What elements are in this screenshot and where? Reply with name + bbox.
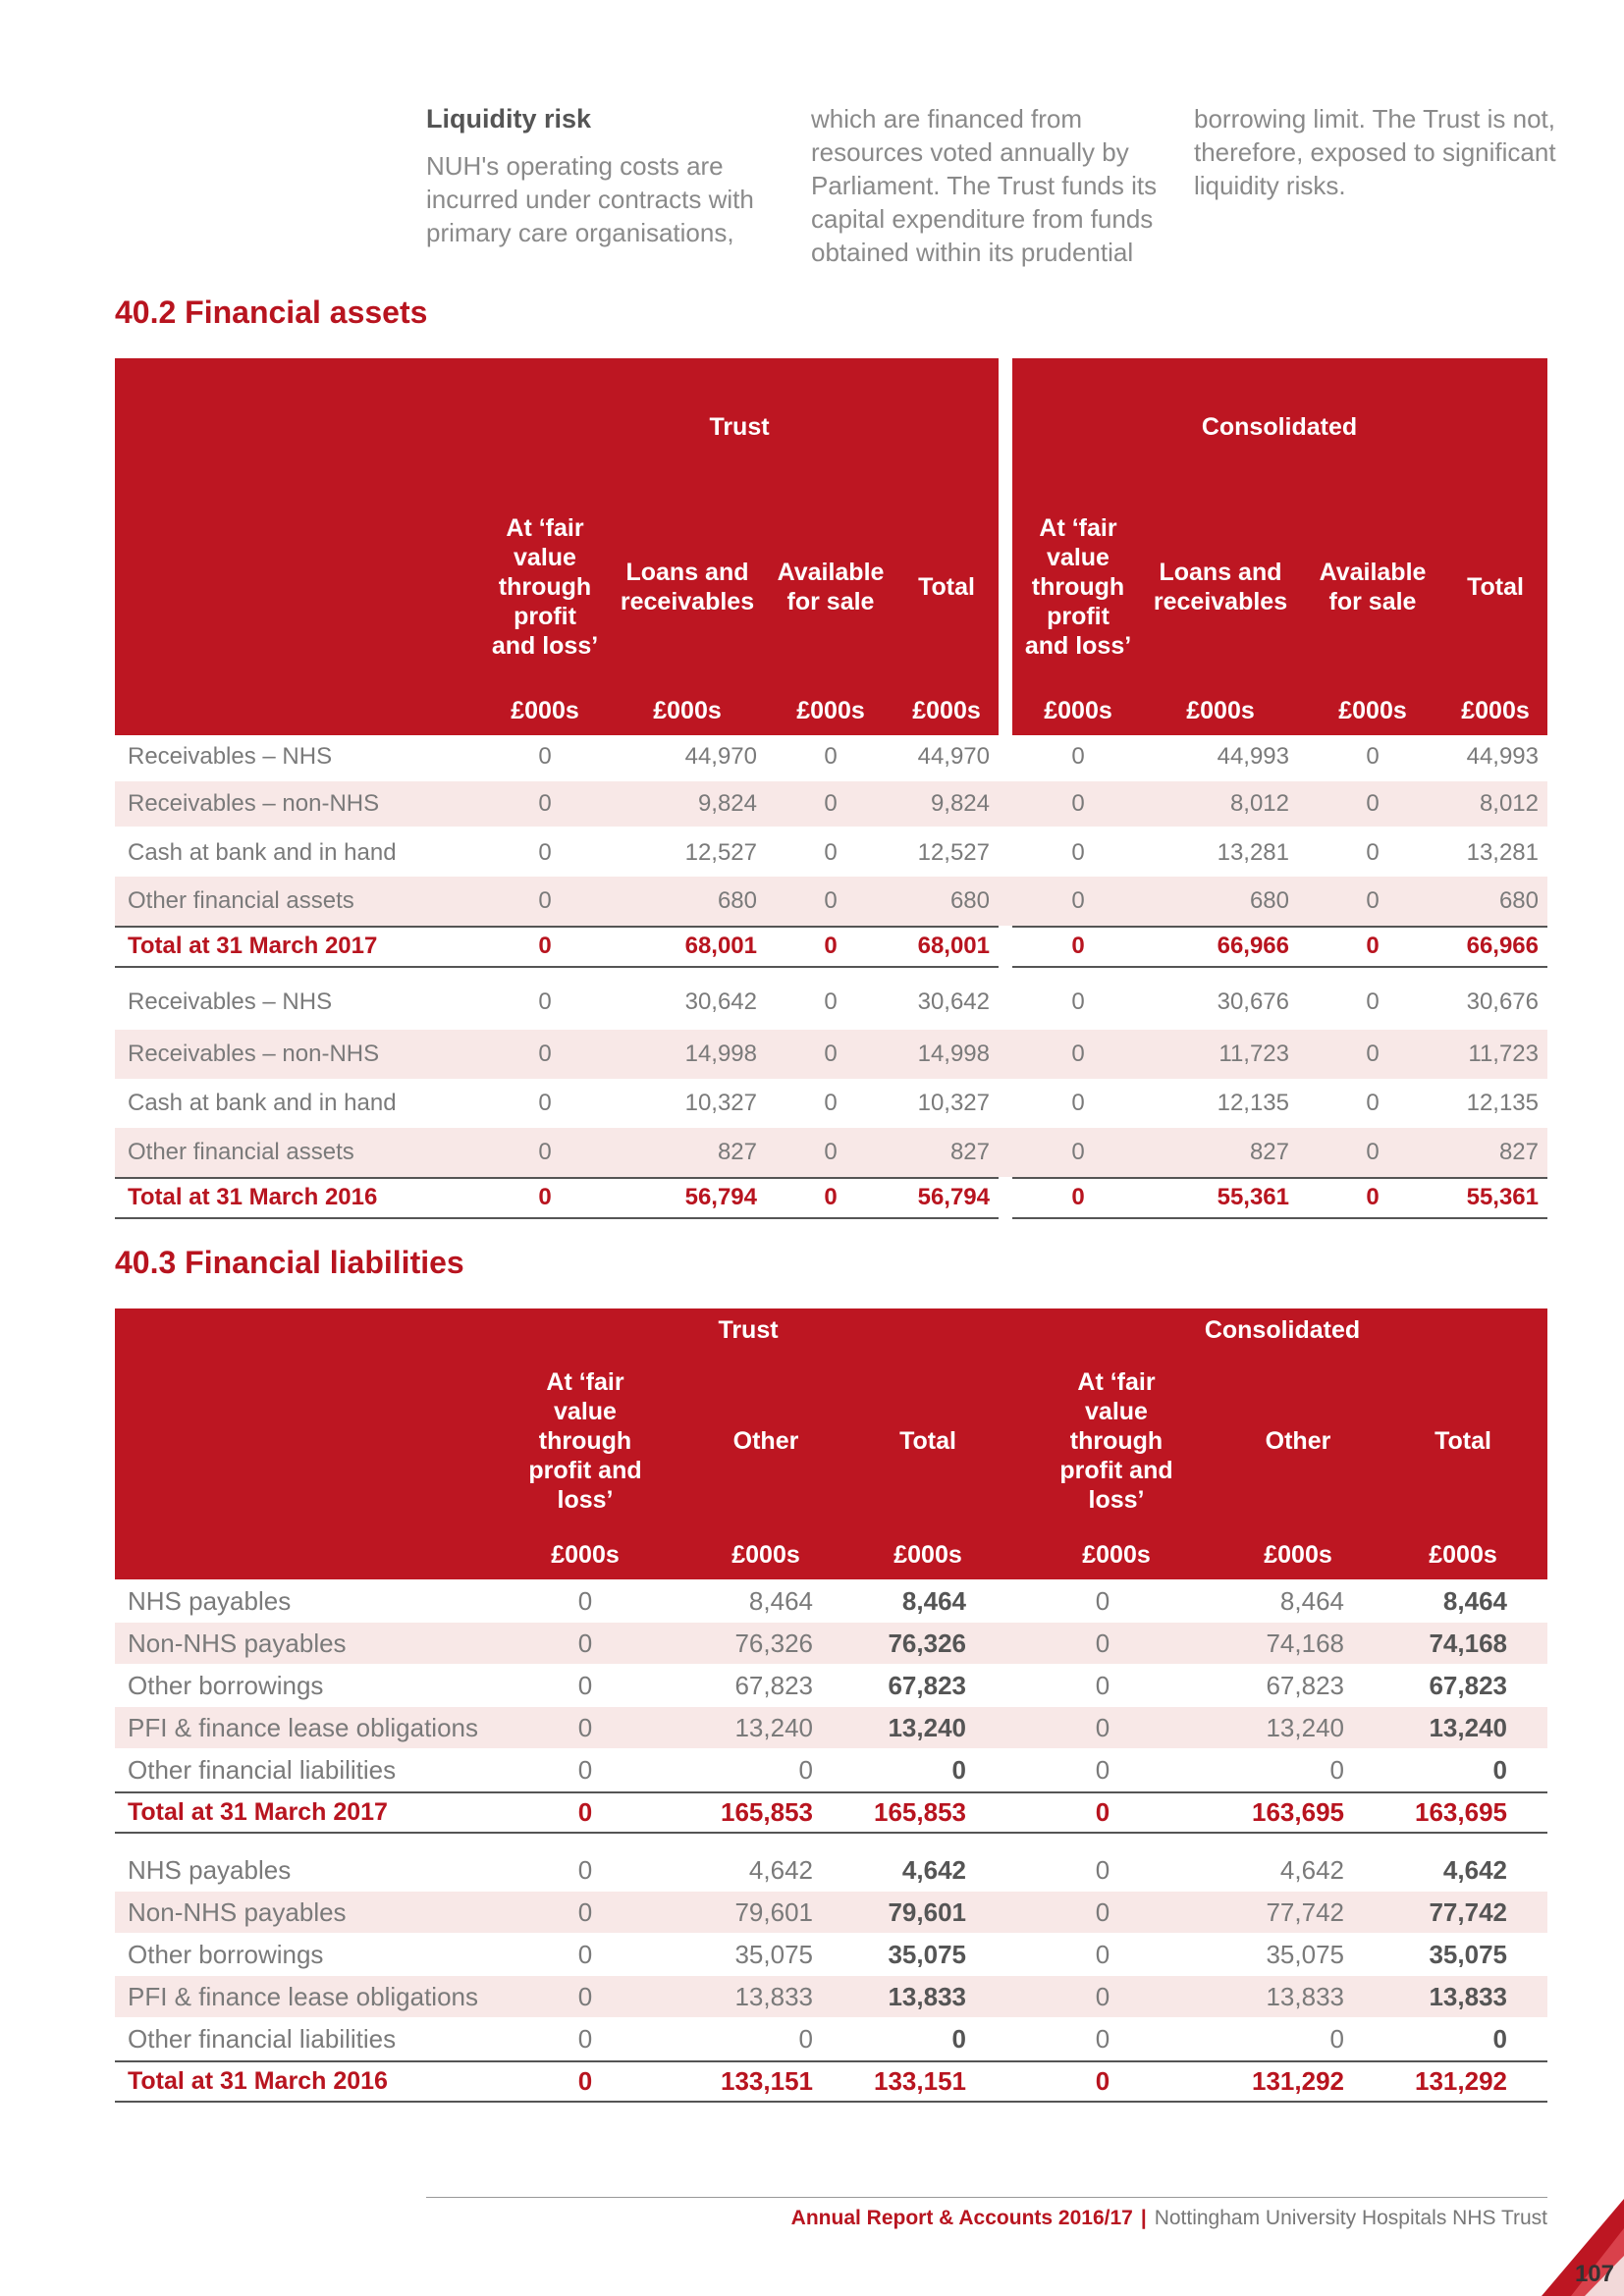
assets-col-header-6: Available for sale — [1319, 559, 1427, 615]
cell-value: 13,833 — [1266, 1982, 1344, 2011]
assets-unit-5: £000s — [1186, 697, 1255, 724]
cell-value: 0 — [1366, 790, 1380, 817]
cell-value: 35,075 — [888, 1940, 966, 1969]
cell-value: 0 — [1095, 2024, 1110, 2054]
financial-liabilities-title: 40.3 Financial liabilities — [115, 1245, 464, 1280]
cell-value: 0 — [824, 743, 838, 770]
cell-value: 0 — [577, 1671, 593, 1700]
cell-value: 56,794 — [684, 1184, 757, 1210]
cell-value: 0 — [577, 1755, 593, 1785]
cell-value: 13,833 — [888, 1982, 966, 2011]
table-row — [115, 1976, 1547, 2017]
cell-value: 0 — [577, 2024, 593, 2054]
assets-col-header-7: Total — [1467, 573, 1524, 601]
cell-value: 0 — [538, 1184, 552, 1210]
row-label: Other financial assets — [128, 887, 354, 914]
cell-value: 9,824 — [930, 790, 990, 817]
cell-value: 0 — [1071, 1041, 1085, 1067]
cell-value: 44,993 — [1466, 743, 1539, 770]
cell-value: 0 — [1095, 2066, 1110, 2096]
cell-value: 8,012 — [1479, 790, 1539, 817]
liabilities-unit-4: £000s — [1264, 1541, 1332, 1569]
cell-value: 0 — [538, 839, 552, 866]
cell-value: 0 — [798, 1755, 813, 1785]
cell-value: 0 — [1095, 1671, 1110, 1700]
cell-value: 165,853 — [874, 1797, 966, 1827]
cell-value: 13,240 — [888, 1713, 966, 1742]
total-top-rule — [115, 1177, 999, 1179]
row-label: NHS payables — [128, 1855, 292, 1885]
cell-value: 0 — [1366, 933, 1380, 959]
cell-value: 10,327 — [917, 1090, 990, 1116]
cell-value: 0 — [577, 1586, 593, 1616]
cell-value: 12,527 — [684, 839, 757, 866]
table-row — [115, 1030, 1547, 1079]
row-label: Receivables – non-NHS — [128, 1041, 380, 1067]
cell-value: 0 — [577, 1713, 593, 1742]
cell-value: 56,794 — [917, 1184, 990, 1210]
liabilities-col-header-2: Total — [899, 1427, 956, 1455]
row-label: Total at 31 March 2016 — [128, 1184, 378, 1210]
assets-col-header-4: At ‘fair value through profit and loss’ — [1024, 514, 1132, 660]
cell-value: 0 — [1366, 1090, 1380, 1116]
intro-text-3: borrowing limit. The Trust is not, therefore, exposed to significant liquidity risks. — [1194, 104, 1556, 200]
cell-value: 0 — [1366, 988, 1380, 1015]
total-bottom-rule — [115, 1217, 999, 1219]
cell-value: 67,823 — [1429, 1671, 1507, 1700]
cell-value: 680 — [1498, 887, 1539, 914]
cell-value: 680 — [1249, 887, 1289, 914]
cell-value: 44,970 — [684, 743, 757, 770]
cell-value: 79,601 — [888, 1897, 966, 1927]
liabilities-col-header-0: At ‘fair value through profit and loss’ — [528, 1368, 642, 1514]
cell-value: 12,135 — [1466, 1090, 1539, 1116]
cell-value: 0 — [538, 790, 552, 817]
cell-value: 0 — [1095, 1940, 1110, 1969]
liabilities-unit-1: £000s — [731, 1541, 800, 1569]
cell-value: 30,642 — [917, 988, 990, 1015]
liabilities-group-trust: Trust — [718, 1316, 779, 1344]
cell-value: 0 — [538, 933, 552, 959]
cell-value: 11,723 — [1218, 1041, 1289, 1067]
cell-value: 0 — [1071, 1139, 1085, 1165]
cell-value: 30,642 — [684, 988, 757, 1015]
cell-value: 0 — [538, 1139, 552, 1165]
table-row — [115, 736, 1547, 777]
cell-value: 8,464 — [1279, 1586, 1344, 1616]
cell-value: 0 — [824, 933, 838, 959]
cell-value: 12,135 — [1217, 1090, 1289, 1116]
cell-value: 0 — [538, 1041, 552, 1067]
liabilities-col-header-5: Total — [1435, 1427, 1491, 1455]
cell-value: 0 — [824, 1041, 838, 1067]
cell-value: 0 — [1095, 1713, 1110, 1742]
cell-value: 0 — [824, 988, 838, 1015]
cell-value: 0 — [1071, 1090, 1085, 1116]
row-label: Other financial assets — [128, 1139, 354, 1165]
table-row — [115, 977, 1547, 1028]
assets-unit-4: £000s — [1044, 697, 1112, 724]
cell-value: 0 — [1095, 1629, 1110, 1658]
cell-value: 0 — [1366, 1041, 1380, 1067]
cell-value: 0 — [538, 887, 552, 914]
liabilities-unit-3: £000s — [1082, 1541, 1151, 1569]
cell-value: 0 — [577, 1855, 593, 1885]
cell-value: 0 — [538, 1090, 552, 1116]
cell-value: 10,327 — [684, 1090, 757, 1116]
liabilities-total-row — [115, 1791, 1547, 1833]
assets-group-trust: Trust — [709, 413, 770, 441]
assets-col-header-1: Loans and receivables — [620, 559, 755, 615]
cell-value: 74,168 — [1429, 1629, 1507, 1658]
cell-value: 14,998 — [684, 1041, 757, 1067]
cell-value: 827 — [717, 1139, 757, 1165]
cell-value: 8,012 — [1229, 790, 1289, 817]
footer-separator: | — [1140, 2207, 1147, 2229]
cell-value: 13,833 — [1429, 1982, 1507, 2011]
assets-unit-2: £000s — [796, 697, 865, 724]
cell-value: 13,833 — [734, 1982, 813, 2011]
cell-value: 827 — [1249, 1139, 1289, 1165]
liabilities-unit-5: £000s — [1429, 1541, 1497, 1569]
cell-value: 0 — [1366, 1184, 1380, 1210]
row-label: Receivables – non-NHS — [128, 790, 380, 817]
cell-value: 4,642 — [1442, 1855, 1507, 1885]
cell-value: 0 — [1492, 2024, 1507, 2054]
cell-value: 4,642 — [748, 1855, 813, 1885]
table-row — [115, 1079, 1547, 1128]
cell-value: 44,970 — [917, 743, 990, 770]
row-label: PFI & finance lease obligations — [128, 1713, 478, 1742]
intro-column-2 — [811, 102, 1174, 269]
cell-value: 0 — [577, 1629, 593, 1658]
financial-assets-title: 40.2 Financial assets — [115, 294, 428, 330]
assets-col-header-5: Loans and receivables — [1153, 559, 1288, 615]
liabilities-col-header-1: Other — [732, 1427, 799, 1455]
cell-value: 30,676 — [1217, 988, 1289, 1015]
cell-value: 0 — [1329, 2024, 1344, 2054]
row-label: Receivables – NHS — [128, 743, 333, 770]
row-label: Other financial liabilities — [128, 2024, 397, 2054]
cell-value: 131,292 — [1415, 2066, 1507, 2096]
cell-value: 0 — [824, 790, 838, 817]
total-bottom-rule — [115, 1832, 1547, 1834]
cell-value: 66,966 — [1466, 933, 1539, 959]
cell-value: 0 — [1329, 1755, 1344, 1785]
intro-column-1 — [426, 102, 789, 249]
cell-value: 0 — [1095, 1586, 1110, 1616]
cell-value: 14,998 — [917, 1041, 990, 1067]
total-bottom-rule — [1012, 1217, 1547, 1219]
cell-value: 0 — [1492, 1755, 1507, 1785]
cell-value: 77,742 — [1266, 1897, 1344, 1927]
cell-value: 12,527 — [917, 839, 990, 866]
cell-value: 9,824 — [697, 790, 757, 817]
cell-value: 0 — [824, 887, 838, 914]
cell-value: 0 — [538, 743, 552, 770]
total-top-rule — [115, 1791, 1547, 1793]
cell-value: 0 — [1095, 1855, 1110, 1885]
cell-value: 0 — [1071, 887, 1085, 914]
cell-value: 44,993 — [1217, 743, 1289, 770]
cell-value: 55,361 — [1466, 1184, 1539, 1210]
footer-report-title: Annual Report & Accounts 2016/17 — [790, 2207, 1133, 2229]
cell-value: 13,240 — [1429, 1713, 1507, 1742]
table-row — [115, 828, 1547, 878]
cell-value: 0 — [1071, 839, 1085, 866]
liabilities-unit-2: £000s — [893, 1541, 962, 1569]
table-row — [115, 1128, 1547, 1177]
cell-value: 165,853 — [721, 1797, 813, 1827]
assets-col-header-2: Available for sale — [777, 559, 885, 615]
total-bottom-rule — [115, 966, 999, 968]
row-label: Other financial liabilities — [128, 1755, 397, 1785]
table-row — [115, 1707, 1547, 1748]
assets-unit-3: £000s — [912, 697, 981, 724]
table-row — [115, 877, 1547, 926]
cell-value: 0 — [1366, 839, 1380, 866]
cell-value: 0 — [1071, 1184, 1085, 1210]
cell-value: 68,001 — [917, 933, 990, 959]
cell-value: 35,075 — [1266, 1940, 1344, 1969]
cell-value: 680 — [949, 887, 990, 914]
row-label: Total at 31 March 2017 — [128, 1798, 388, 1826]
row-label: Total at 31 March 2017 — [128, 933, 378, 959]
cell-value: 0 — [951, 2024, 966, 2054]
cell-value: 0 — [1071, 743, 1085, 770]
cell-value: 4,642 — [901, 1855, 966, 1885]
table-row — [115, 2018, 1547, 2059]
row-label: NHS payables — [128, 1586, 292, 1616]
row-label: Cash at bank and in hand — [128, 839, 397, 866]
assets-group-consolidated: Consolidated — [1201, 413, 1358, 441]
row-label: Other borrowings — [128, 1940, 324, 1969]
liabilities-col-header-4: Other — [1265, 1427, 1331, 1455]
table-row — [115, 1749, 1547, 1790]
cell-value: 0 — [824, 839, 838, 866]
cell-value: 13,281 — [1217, 839, 1289, 866]
cell-value: 35,075 — [734, 1940, 813, 1969]
cell-value: 67,823 — [734, 1671, 813, 1700]
intro-column-3 — [1194, 102, 1557, 202]
total-bottom-rule — [1012, 966, 1547, 968]
cell-value: 79,601 — [734, 1897, 813, 1927]
cell-value: 13,240 — [1266, 1713, 1344, 1742]
cell-value: 13,240 — [734, 1713, 813, 1742]
assets-unit-6: £000s — [1338, 697, 1407, 724]
row-label: Non-NHS payables — [128, 1897, 347, 1927]
table-row — [115, 1665, 1547, 1706]
row-label: Receivables – NHS — [128, 988, 333, 1015]
cell-value: 0 — [798, 2024, 813, 2054]
cell-value: 0 — [1095, 1897, 1110, 1927]
total-top-rule — [115, 2060, 1547, 2062]
assets-col-header-0: At ‘fair value through profit and loss’ — [491, 514, 599, 660]
table-row — [115, 1580, 1547, 1622]
assets-unit-7: £000s — [1461, 697, 1530, 724]
cell-value: 74,168 — [1266, 1629, 1344, 1658]
cell-value: 163,695 — [1415, 1797, 1507, 1827]
cell-value: 13,281 — [1466, 839, 1539, 866]
table-row — [115, 1892, 1547, 1933]
cell-value: 133,151 — [874, 2066, 966, 2096]
assets-total-row — [115, 1177, 1547, 1218]
row-label: Cash at bank and in hand — [128, 1090, 397, 1116]
cell-value: 0 — [1071, 988, 1085, 1015]
cell-value: 4,642 — [1279, 1855, 1344, 1885]
cell-value: 0 — [824, 1139, 838, 1165]
cell-value: 0 — [824, 1184, 838, 1210]
cell-value: 11,723 — [1468, 1041, 1539, 1067]
liabilities-unit-0: £000s — [551, 1541, 620, 1569]
liabilities-total-row — [115, 2060, 1547, 2102]
cell-value: 133,151 — [721, 2066, 813, 2096]
cell-value: 0 — [824, 1090, 838, 1116]
cell-value: 67,823 — [1266, 1671, 1344, 1700]
cell-value: 68,001 — [684, 933, 757, 959]
cell-value: 0 — [577, 2066, 593, 2096]
assets-unit-1: £000s — [653, 697, 722, 724]
total-top-rule — [1012, 926, 1547, 928]
cell-value: 66,966 — [1217, 933, 1289, 959]
cell-value: 0 — [1095, 1797, 1110, 1827]
cell-value: 8,464 — [748, 1586, 813, 1616]
cell-value: 131,292 — [1252, 2066, 1344, 2096]
cell-value: 76,326 — [734, 1629, 813, 1658]
cell-value: 827 — [949, 1139, 990, 1165]
table-row — [115, 1849, 1547, 1891]
cell-value: 827 — [1498, 1139, 1539, 1165]
intro-text-2: which are financed from resources voted annually by Parliament. The Trust funds its capital expenditure from funds obtained within its prudential — [811, 104, 1158, 267]
row-label: Total at 31 March 2016 — [128, 2067, 388, 2095]
total-top-rule — [115, 926, 999, 928]
liquidity-risk-heading: Liquidity risk — [426, 104, 592, 133]
liabilities-group-consolidated: Consolidated — [1204, 1316, 1361, 1344]
cell-value: 67,823 — [888, 1671, 966, 1700]
intro-text-1: NUH's operating costs are incurred under contracts with primary care organisations, — [426, 151, 754, 247]
row-label: Other borrowings — [128, 1671, 324, 1700]
cell-value: 0 — [538, 988, 552, 1015]
table-row — [115, 781, 1547, 827]
footer-organisation: Nottingham University Hospitals NHS Trust — [1154, 2207, 1547, 2229]
cell-value: 0 — [577, 1940, 593, 1969]
table-row — [115, 1934, 1547, 1975]
page-footer — [791, 2207, 1547, 2230]
cell-value: 0 — [1366, 1139, 1380, 1165]
cell-value: 680 — [717, 887, 757, 914]
assets-col-header-3: Total — [918, 573, 975, 601]
cell-value: 0 — [577, 1982, 593, 2011]
footer-divider — [426, 2197, 1547, 2198]
cell-value: 0 — [1095, 1755, 1110, 1785]
cell-value: 0 — [1366, 743, 1380, 770]
page-number: 107 — [1574, 2261, 1614, 2287]
row-label: Non-NHS payables — [128, 1629, 347, 1658]
cell-value: 35,075 — [1429, 1940, 1507, 1969]
cell-value: 0 — [1366, 887, 1380, 914]
total-bottom-rule — [115, 2101, 1547, 2103]
cell-value: 8,464 — [901, 1586, 966, 1616]
cell-value: 77,742 — [1429, 1897, 1507, 1927]
cell-value: 0 — [577, 1897, 593, 1927]
table-row — [115, 1623, 1547, 1664]
assets-unit-0: £000s — [511, 697, 579, 724]
cell-value: 55,361 — [1217, 1184, 1289, 1210]
cell-value: 0 — [1095, 1982, 1110, 2011]
cell-value: 163,695 — [1252, 1797, 1344, 1827]
assets-total-row — [115, 926, 1547, 967]
cell-value: 0 — [577, 1797, 593, 1827]
cell-value: 0 — [1071, 790, 1085, 817]
cell-value: 0 — [951, 1755, 966, 1785]
cell-value: 8,464 — [1442, 1586, 1507, 1616]
row-label: PFI & finance lease obligations — [128, 1982, 478, 2011]
liabilities-col-header-3: At ‘fair value through profit and loss’ — [1059, 1368, 1173, 1514]
total-top-rule — [1012, 1177, 1547, 1179]
cell-value: 76,326 — [888, 1629, 966, 1658]
cell-value: 0 — [1071, 933, 1085, 959]
cell-value: 30,676 — [1466, 988, 1539, 1015]
